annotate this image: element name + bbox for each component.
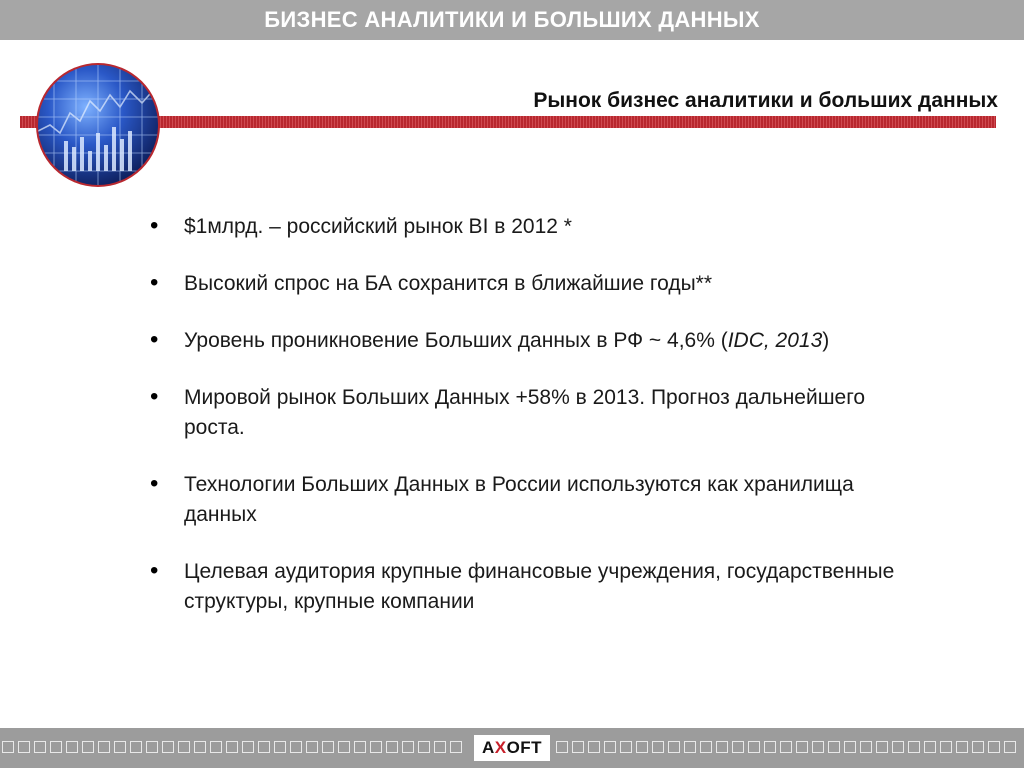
header-bar <box>0 0 1024 40</box>
footer-square <box>876 741 888 753</box>
accent-stripe <box>20 116 996 128</box>
footer-square <box>556 741 568 753</box>
footer-square <box>924 741 936 753</box>
footer-square <box>588 741 600 753</box>
bullet-text-part: ) <box>822 329 830 352</box>
bullet-icon: • <box>150 557 159 584</box>
footer-square <box>812 741 824 753</box>
footer-square <box>354 741 366 753</box>
footer-square <box>226 741 238 753</box>
footer-square <box>114 741 126 753</box>
footer-square <box>146 741 158 753</box>
footer-square <box>764 741 776 753</box>
footer-square <box>338 741 350 753</box>
footer-square <box>98 741 110 753</box>
bullet-icon: • <box>150 269 159 296</box>
bullet-icon: • <box>150 383 159 410</box>
footer-square <box>274 741 286 753</box>
footer-square <box>940 741 952 753</box>
footer-pattern-left <box>2 741 462 753</box>
footer-square <box>178 741 190 753</box>
logo-part: А <box>481 738 495 757</box>
footer-square <box>130 741 142 753</box>
footer-square <box>434 741 446 753</box>
footer-square <box>988 741 1000 753</box>
footer-square <box>908 741 920 753</box>
footer-pattern-right <box>556 741 1016 753</box>
bullet-text: Целевая аудитория крупные финансовые учреждения, государственные структуры, крупные компании <box>184 560 895 613</box>
footer-square <box>386 741 398 753</box>
bullet-text: Технологии Больших Данных в России используются как хранилища данных <box>184 473 854 526</box>
footer-square <box>828 741 840 753</box>
list-item <box>148 470 908 530</box>
logo-accent: Х <box>494 738 507 757</box>
footer-square <box>322 741 334 753</box>
footer-square <box>50 741 62 753</box>
footer-square <box>620 741 632 753</box>
bullet-icon: • <box>150 470 159 497</box>
footer-square <box>732 741 744 753</box>
footer-square <box>860 741 872 753</box>
citation-text: IDC, 2013 <box>727 329 823 352</box>
list-item <box>148 557 908 617</box>
logo-part: OFT <box>506 738 543 757</box>
footer-square <box>748 741 760 753</box>
footer-square <box>668 741 680 753</box>
footer-square <box>18 741 30 753</box>
bullet-list <box>148 212 908 644</box>
footer-square <box>956 741 968 753</box>
footer-square <box>796 741 808 753</box>
footer-square <box>2 741 14 753</box>
footer-square <box>716 741 728 753</box>
footer-square <box>370 741 382 753</box>
footer-square <box>402 741 414 753</box>
footer-square <box>418 741 430 753</box>
bullet-text <box>184 329 829 352</box>
footer-square <box>972 741 984 753</box>
footer-square <box>306 741 318 753</box>
bullet-text: Мировой рынок Больших Данных +58% в 2013. Прогноз дальнейшего роста. <box>184 386 866 439</box>
footer-square <box>780 741 792 753</box>
footer-square <box>290 741 302 753</box>
footer-square <box>700 741 712 753</box>
footer-square <box>652 741 664 753</box>
company-logo <box>474 735 550 761</box>
footer-square <box>34 741 46 753</box>
footer-square <box>684 741 696 753</box>
header-title: БИЗНЕС АНАЛИТИКИ И БОЛЬШИХ ДАННЫХ <box>264 7 760 32</box>
footer-square <box>66 741 78 753</box>
footer-square <box>82 741 94 753</box>
footer-square <box>572 741 584 753</box>
footer-square <box>636 741 648 753</box>
footer-square <box>210 741 222 753</box>
footer-square <box>604 741 616 753</box>
list-item <box>148 383 908 443</box>
slide-subtitle: Рынок бизнес аналитики и больших данных <box>533 89 998 112</box>
list-item <box>148 269 908 299</box>
footer-square <box>194 741 206 753</box>
footer-square <box>892 741 904 753</box>
footer-square <box>450 741 462 753</box>
data-globe-image <box>34 61 162 189</box>
bullet-icon: • <box>150 212 159 239</box>
footer-square <box>162 741 174 753</box>
bullet-text: Высокий спрос на БА сохранится в ближайшие годы** <box>184 272 713 295</box>
footer-square <box>242 741 254 753</box>
footer-square <box>258 741 270 753</box>
footer-square <box>844 741 856 753</box>
list-item <box>148 326 908 356</box>
list-item <box>148 212 908 242</box>
footer-square <box>1004 741 1016 753</box>
bullet-text: $1млрд. – российский рынок BI в 2012 * <box>184 215 572 238</box>
bullet-icon: • <box>150 326 159 353</box>
bullet-text-part: Уровень проникновение Больших данных в РФ ~ 4,6% ( <box>184 329 728 352</box>
